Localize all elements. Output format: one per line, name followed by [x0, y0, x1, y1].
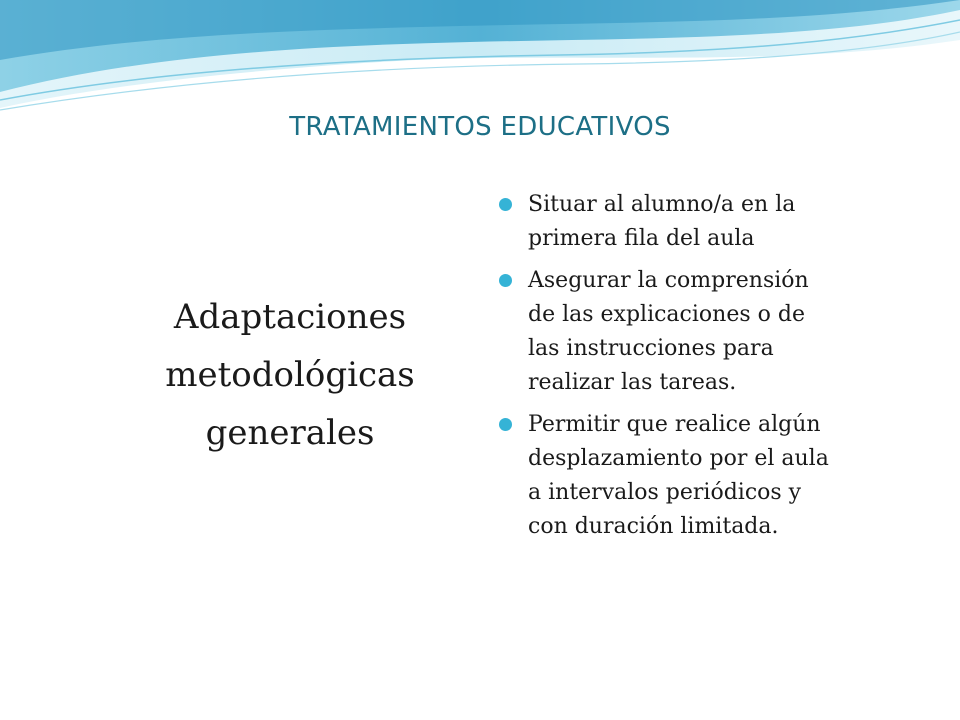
bullet-list [497, 188, 897, 552]
bullet-line: Situar al alumno/a en la [528, 192, 796, 217]
bullet-dot-icon [499, 198, 512, 211]
left-heading-line-2: metodológicas [165, 355, 415, 395]
bullet-line: Asegurar la comprensión [528, 268, 809, 293]
bullet-line: de las explicaciones o de [528, 302, 805, 327]
slide-title: TRATAMIENTOS EDUCATIVOS [289, 112, 671, 142]
bullet-line: realizar las tareas. [528, 370, 737, 395]
bullet-line: a intervalos periódicos y [528, 480, 802, 505]
bullet-dot-icon [499, 418, 512, 431]
left-heading-line-3: generales [205, 413, 375, 453]
bullet-dot-icon [499, 274, 512, 287]
bullet-line: desplazamiento por el aula [528, 446, 829, 471]
bullet-line: las instrucciones para [528, 336, 774, 361]
left-heading [100, 288, 480, 462]
bullet-line: Permitir que realice algún [528, 412, 821, 437]
bullet-item [497, 188, 897, 256]
bullet-line: primera fila del aula [528, 226, 755, 251]
bullet-item [497, 264, 897, 400]
bullet-line: con duración limitada. [528, 514, 779, 539]
bullet-item [497, 408, 897, 544]
left-heading-line-1: Adaptaciones [173, 297, 407, 337]
